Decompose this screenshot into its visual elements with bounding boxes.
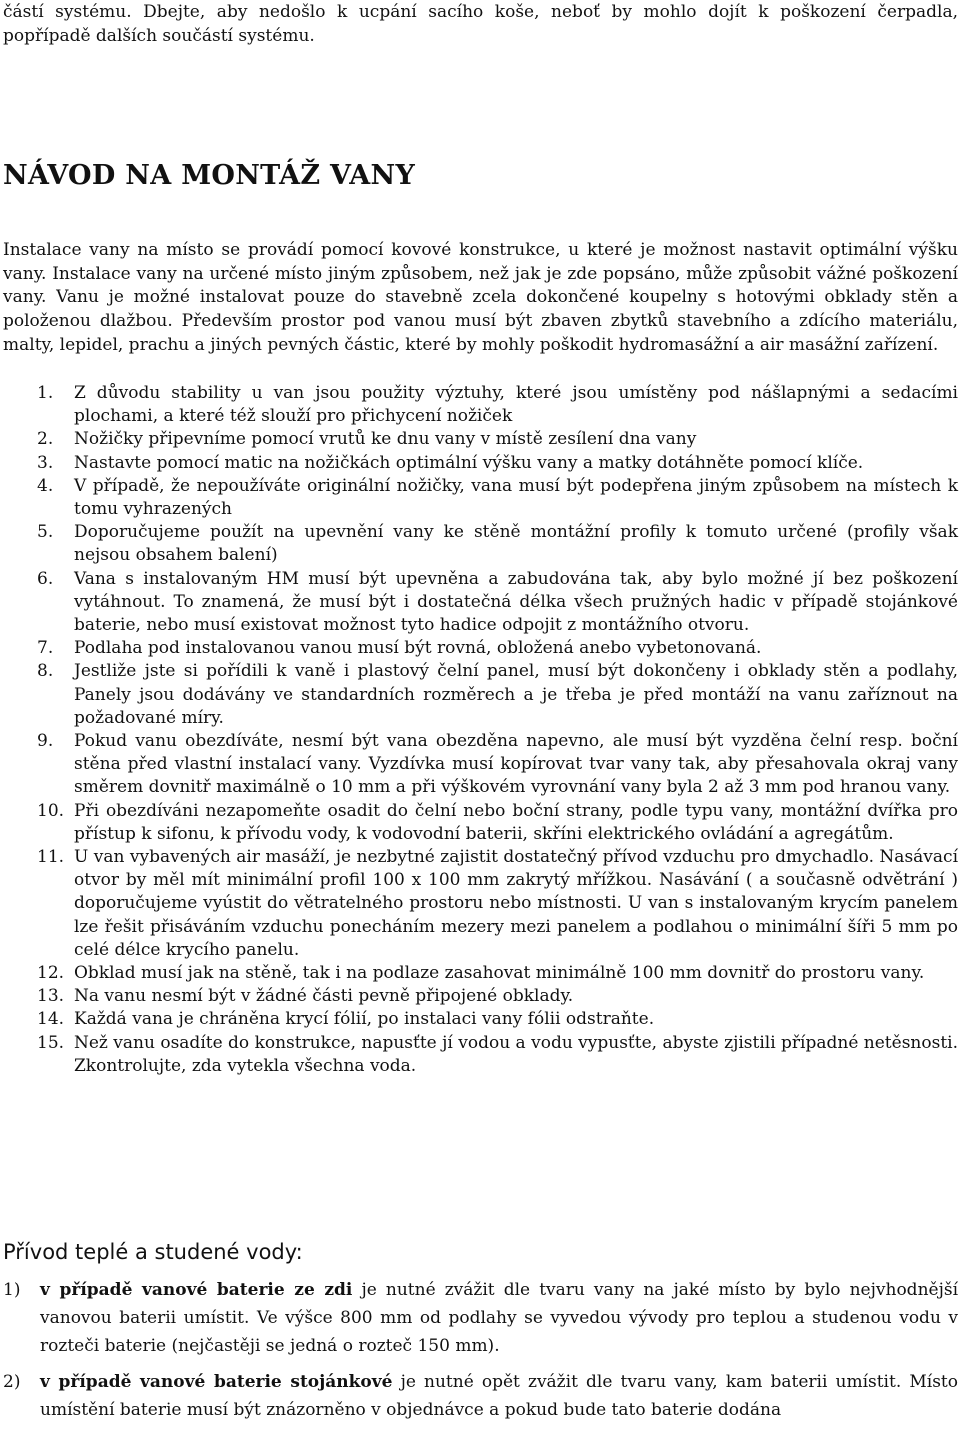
item-number: 13.: [37, 986, 65, 1007]
item-text: Než vanu osadíte do konstrukce, napusťte jí vodou a vodu vypusťte, abyste zjistili případné netěsnosti. Zkontrolujte, zda vytekla všechna voda.: [74, 1032, 959, 1076]
item-text: Na vanu nesmí být v žádné části pevně připojené obklady.: [74, 986, 574, 1007]
item-text: Obklad musí jak na stěně, tak i na podlaze zasahovat minimálně 100 mm dovnitř do prostoru vany.: [74, 963, 925, 984]
item-number: 2.: [37, 429, 54, 450]
item-text: Jestliže jste si pořídili k vaně i plastový čelní panel, musí být dokončeny i obklady stěn a podlahy, Panely jsou dodávány ve standardních rozměrech a je třeba je před montáží na vanu zaříznout na požadované míry.: [74, 661, 958, 728]
water-supply-heading: Přívod teplé a studené vody:: [3, 1240, 303, 1264]
item-text: Pokud vanu obezdíváte, nesmí být vana obezděna napevno, ale musí být vyzděna čelní resp. boční stěna před vlastní instalací vany. Vyzdívka musí kopírovat tvar vany tak, aby přesahovala okraj vany směrem dovnitř maximálně o 10 mm a při výškovém vyrovnání vany byla 2 až 3 mm pod hranou vany.: [74, 731, 958, 798]
item-number: 1): [3, 1280, 21, 1300]
item-text: [40, 1276, 958, 1360]
list-item: [3, 568, 958, 638]
list-item: [3, 962, 958, 985]
item-text: Doporučujeme použít na upevnění vany ke stěně montážní profily k tomuto určené (profily však nejsou obsahem balení): [74, 522, 958, 566]
item-text: Každá vana je chráněna krycí fólií, po instalaci vany fólii odstraňte.: [74, 1009, 655, 1030]
item-number: 3.: [37, 452, 54, 473]
page-title: NÁVOD NA MONTÁŽ VANY: [3, 160, 416, 191]
item-text: Nastavte pomocí matic na nožičkách optimální výšku vany a matky dotáhněte pomocí klíče.: [74, 452, 864, 473]
item-text: V případě, že nepoužíváte originální nožičky, vana musí být podepřena jiným způsobem na místech k tomu vyhrazených: [74, 475, 958, 520]
item-number: 8.: [37, 661, 54, 682]
item-text: Nožičky připevníme pomocí vrutů ke dnu vany v místě zesílení dna vany: [74, 429, 697, 450]
list-item: [3, 846, 958, 962]
list-item: [3, 985, 958, 1008]
list-item: [3, 730, 958, 800]
list-item: [3, 475, 958, 521]
installation-steps: [3, 382, 958, 1078]
list-item: [3, 521, 958, 567]
item-body: je nutné zvážit dle tvaru vany na jaké místo by bylo nejvhodnější vanovou baterii umístit. Ve výšce 800 mm od podlahy se vyvedou vývody pro teplou a studenou vodu v rozteči baterie (nejčastěji se jedná o rozteč 150 mm).: [40, 1280, 959, 1356]
list-item: [3, 1276, 958, 1360]
item-text: Z důvodu stability u van jsou použity výztuhy, které jsou umístěny pod nášlapnými a sedacími plochami, a které též slouží pro přichycení nožiček: [74, 383, 958, 427]
list-item: [3, 1008, 958, 1031]
item-number: 6.: [37, 568, 54, 589]
item-number: 1.: [37, 383, 54, 403]
item-number: 7.: [37, 638, 54, 659]
list-item: [3, 637, 958, 660]
list-item: [3, 1032, 958, 1078]
water-supply-list: [3, 1276, 958, 1432]
list-item: [3, 660, 958, 730]
item-number: 9.: [37, 731, 54, 752]
item-number: 2): [3, 1372, 21, 1392]
item-text: [40, 1368, 958, 1424]
item-number: 14.: [37, 1009, 65, 1030]
item-emphasis: v případě vanové baterie ze zdi: [40, 1280, 353, 1300]
item-number: 10.: [37, 800, 65, 821]
item-text: Při obezdíváni nezapomeňte osadit do čelní nebo boční strany, podle typu vany, montážní dvířka pro přístup k sifonu, k přívodu vody, k vodovodní baterii, skříni elektrického ovládání a agregátům.: [74, 800, 958, 844]
item-number: 5.: [37, 522, 54, 543]
list-item: [3, 800, 958, 846]
list-item: [3, 452, 958, 475]
item-number: 12.: [37, 963, 65, 984]
list-item: [3, 1368, 958, 1424]
item-text: U van vybavených air masáží, je nezbytné zajistit dostatečný přívod vzduchu pro dmychadlo. Nasávací otvor by měl mít minimální profil 100 x 100 mm zakrytý mřížkou. Nasávání ( a současně odvětrání ) doporučujeme vyústit do větratelného prostoru nebo místnosti. U van s instalovaným krycím panelem lze řešit přisáváním vzduchu ponecháním mezery mezi panelem a podlahou o minimální šíři 5 mm po celé délce krycího panelu.: [74, 847, 958, 960]
installation-paragraph: Instalace vany na místo se provádí pomocí kovové konstrukce, u které je možnost nastavit optimální výšku vany. Instalace vany na určené místo jiným způsobem, než jak je zde popsáno, může způsobit vážné poškození vany. Vanu je možné instalovat pouze do stavebně zcela dokončené koupelny s hotovými obklady stěn a položenou dlažbou. Především prostor pod vanou musí být zbaven zbytků stavebního a zdícího materiálu, malty, lepidel, prachu a jiných pevných částic, které by mohly poškodit hydromasážní a air masážní zařízení.: [3, 240, 958, 355]
list-item: [3, 382, 958, 428]
item-number: 15.: [37, 1032, 65, 1053]
item-number: 4.: [37, 475, 54, 496]
item-text: Vana s instalovaným HM musí být upevněna a zabudována tak, aby bylo možné jí bez poškození vytáhnout. To znamená, že musí být i dostatečná délka všech pružných hadic v případě stojánkové baterie, nebo musí existovat možnost tyto hadice odpojit z montážního otvoru.: [74, 568, 958, 636]
list-item: [3, 428, 958, 451]
item-body: je nutné opět zvážit dle tvaru vany, kam baterii umístit. Místo umístění baterie musí být znázorněno v objednávce a pokud bude tato baterie dodána: [40, 1372, 958, 1420]
item-text: Podlaha pod instalovanou vanou musí být rovná, obložená anebo vybetonovaná.: [74, 638, 762, 659]
item-emphasis: v případě vanové baterie stojánkové: [40, 1372, 393, 1392]
intro-paragraph: částí systému. Dbejte, aby nedošlo k ucpání sacího koše, neboť by mohlo dojít k poškození čerpadla, popřípadě dalších součástí systému.: [3, 2, 958, 46]
item-number: 11.: [37, 847, 65, 868]
